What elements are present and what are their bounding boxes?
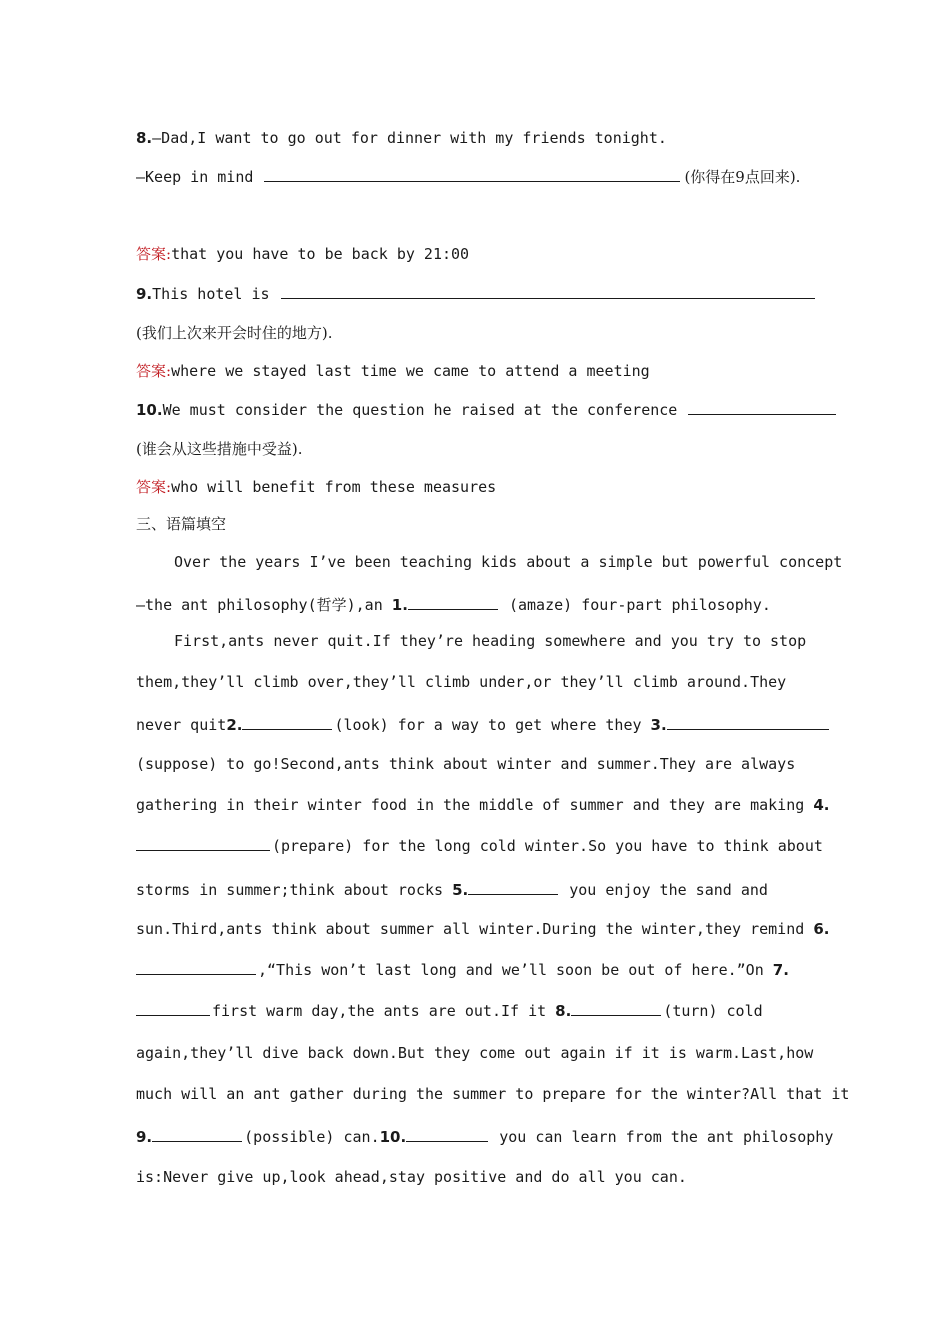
passage-line [136,878,768,900]
passage-text: (look) for a way to get where they [334,716,651,734]
answer-label: 答案: [136,362,172,380]
passage-text: (possible) can. [244,1128,380,1146]
q9-answer [136,361,650,381]
answer-label: 答案: [136,478,172,496]
passage-line [136,834,823,856]
blank-number: 8. [555,1002,572,1020]
blank-number: 5. [452,881,469,899]
blank-8[interactable] [571,999,661,1016]
q10-text: We must consider the question he raised at the conference [162,401,687,419]
q9-blank[interactable] [281,282,815,299]
blank-number: 9. [136,1128,153,1146]
passage-line [136,999,763,1021]
passage-line: is:Never give up,look ahead,stay positive and do all you can. [136,1168,687,1186]
passage-text: (amaze) four-part philosophy. [499,596,771,614]
blank-10[interactable] [406,1125,488,1142]
q10-blank[interactable] [688,398,836,415]
blank-number: 3. [650,716,667,734]
q8-blank[interactable] [264,165,680,182]
q9-text: This hotel is [152,285,279,303]
passage-line: Over the years I’ve been teaching kids about a simple but powerful concept [174,553,843,571]
blank-4[interactable] [136,834,270,851]
passage-text: —the ant philosophy(哲学),an [136,596,392,614]
blank-5[interactable] [468,878,558,895]
blank-number: 2. [226,716,243,734]
passage-line: again,they’ll dive back down.But they come out again if it is warm.Last,how [136,1044,814,1062]
passage-text: first warm day,the ants are out.If it [212,1002,556,1020]
blank-3[interactable] [667,713,829,730]
blank-6[interactable] [136,958,256,975]
answer-label: 答案: [136,245,172,263]
passage-text: you enjoy the sand and [560,881,768,899]
passage-text: sun.Third,ants think about summer all winter.During the winter,they remind [136,920,814,938]
passage-line [136,958,789,980]
passage-line: much will an ant gather during the summer to prepare for the winter?All that it [136,1085,850,1103]
blank-number: 10. [379,1128,407,1146]
q9-number: 9. [136,285,153,303]
q10-chinese: (谁会从这些措施中受益). [136,440,303,458]
answer-text: that you have to be back by 21:00 [171,245,470,263]
passage-text: (prepare) for the long cold winter.So you have to think about [272,837,823,855]
q8-chinese: (你得在9点回来). [684,168,801,186]
passage-text: storms in summer;think about rocks [136,881,453,899]
blank-number: 4. [813,796,830,814]
q10-number: 10. [136,401,163,419]
blank-1[interactable] [408,593,498,610]
blank-2[interactable] [242,713,332,730]
q9-line1 [136,282,819,304]
passage-text: (turn) cold [663,1002,763,1020]
passage-text: ,“This won’t last long and we’ll soon be out of here.”On [258,961,773,979]
q8-line1 [136,128,667,148]
section-title: 三、语篇填空 [136,515,227,533]
passage-line: (suppose) to go!Second,ants think about winter and summer.They are always [136,755,796,773]
q8-text: —Dad,I want to go out for dinner with my friends tonight. [152,129,667,147]
q8-line2 [136,165,800,187]
passage-line: them,they’ll climb over,they’ll climb under,or they’ll climb around.They [136,673,787,691]
passage-line: First,ants never quit.If they’re heading somewhere and you try to stop [174,632,807,650]
passage-text: you can learn from the ant philosophy [490,1128,834,1146]
blank-9[interactable] [152,1125,242,1142]
q9-chinese: (我们上次来开会时住的地方). [136,324,333,342]
q10-line1 [136,398,840,420]
q8-number: 8. [136,129,153,147]
passage-line [136,1125,833,1147]
blank-number: 6. [813,920,830,938]
answer-text: where we stayed last time we came to attend a meeting [171,362,650,380]
passage-line [136,593,771,615]
blank-number: 7. [772,961,789,979]
passage-line [136,795,829,815]
q10-answer [136,477,496,497]
passage-text: never quit [136,716,227,734]
passage-line [136,713,831,735]
passage-line [136,919,829,939]
blank-7[interactable] [136,999,210,1016]
passage-text: gathering in their winter food in the middle of summer and they are making [136,796,814,814]
blank-number: 1. [391,596,408,614]
answer-text: who will benefit from these measures [171,478,497,496]
q8-answer [136,244,469,264]
q8-prompt: —Keep in mind [136,168,263,186]
